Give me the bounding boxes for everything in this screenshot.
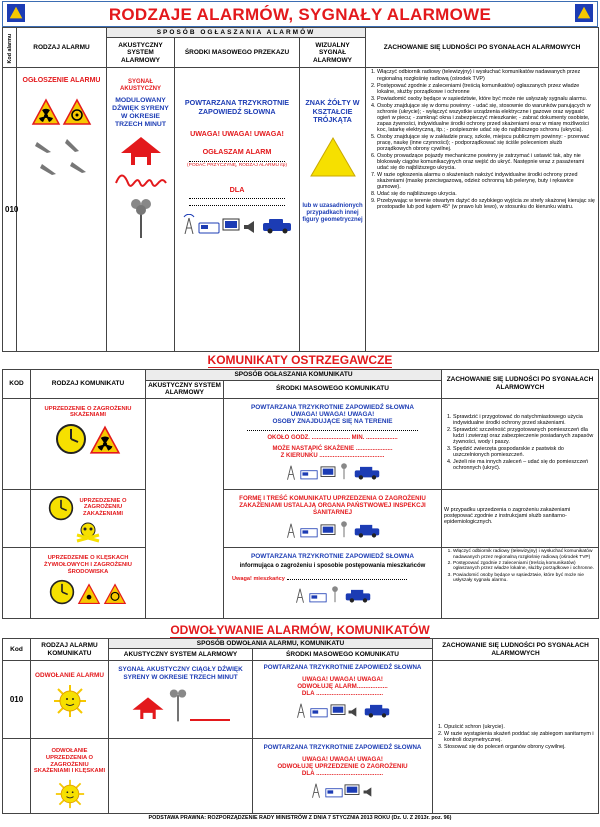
tv-icon: [222, 218, 240, 234]
behavior-item: 3. Stosować się do poleceń organów obrony cywilnej.: [444, 744, 596, 750]
alarm-type-label: OGŁOSZENIE ALARMU: [22, 77, 101, 85]
cancel-media-cell: [253, 739, 433, 814]
acoustic-cell: [107, 68, 175, 352]
warning-contamination: MOŻE NASTĄPIĆ SKAŻENIE ......................: [272, 445, 393, 452]
col-acoustic-header: AKUSTYCZNY SYSTEM ALARMOWY: [109, 649, 253, 661]
warnings-section-title: KOMUNIKATY OSTRZEGAWCZE: [207, 353, 393, 367]
clock-icon: [49, 579, 75, 605]
cancel-attention: UWAGA! UWAGA! UWAGA!: [302, 675, 383, 683]
behavior-item: 3. Spędzić zwierzęta gospodarskie z pastwisk do uszczelnionych pomieszczeń.: [453, 446, 596, 458]
cancel-type-cell: [31, 661, 109, 739]
siren-icon: [328, 585, 342, 603]
siren-icon: [167, 687, 189, 723]
behavior-list: [368, 69, 596, 210]
clock-icon: [55, 423, 87, 455]
col-media-header: ŚRODKI MASOWEGO KOMUNIKATU: [253, 649, 433, 661]
warning-behavior-cell: [442, 548, 599, 619]
cancel-revoke: ODWOŁUJĘ UPRZEDZENIE O ZAGROŻENIU: [277, 762, 408, 770]
col-type-header: RODZAJ ALARMU: [17, 28, 107, 68]
behavior-item: 7. W razie ogłoszenia alarmu o skażeniach nałożyć indywidualne środki ochrony przed skażeniami (maskę przeciwgazową, odzież ochronną lub pelerynę, buty i rękawice gumowe).: [377, 172, 596, 190]
aircraft-icon: [27, 134, 97, 184]
title-bar: [2, 1, 598, 27]
media-hint: (PODAĆ PRZYCZYNĘ, RODZAJ ALARMU itp): [187, 162, 287, 168]
loudspeaker-icon: [242, 220, 260, 234]
siren-arrow-icon: [119, 135, 163, 169]
cancel-acoustic-cell: [109, 661, 253, 739]
warning-announcement: POWTARZANA TRZYKROTNIE ZAPOWIEDŹ SŁOWNA: [251, 403, 414, 411]
police-car-icon: [261, 218, 293, 234]
skull-icon: [75, 521, 101, 543]
warning-media-cell: [224, 398, 442, 489]
cancel-type-label: ODWOŁANIE UPRZEDZENIA O ZAGROŻENIU SKAŻENIAMI I KLĘSKAMI: [33, 748, 106, 775]
warning-infection-text: FORMĘ I TREŚĆ KOMUNIKATU UPRZEDZENIA O ZAGROŻENIU ZAKAŻENIAMI USTALAJĄ ORGANA PAŃSTWOWEJ INSPEKCJI SANITARNEJ: [239, 494, 426, 516]
behavior-item: 2. W razie wystąpienia skażeń poddać się zabiegom sanitarnym i kontroli dozymetrycznej.: [444, 731, 596, 743]
method-header: SPOSÓB OGŁASZANIA KOMUNIKATU: [146, 370, 442, 381]
cancel-table: [2, 638, 599, 814]
warnings-table: [2, 369, 599, 619]
behavior-item: 3. Powiadomić osoby będące w sąsiedztwie, które być może nie usłyszały sygnału alarmu.: [377, 96, 596, 102]
col-behavior-header: ZACHOWANIE SIĘ LUDNOŚCI PO SYGNAŁACH ALARMOWYCH: [433, 639, 599, 661]
modulated-wave-icon: [115, 171, 167, 187]
loudspeaker-icon: [347, 706, 361, 718]
warning-behavior-cell: [442, 398, 599, 489]
visual-cell: [300, 68, 366, 352]
warning-info: informująca o zagrożeniu i sposobie postępowania mieszkańców: [239, 562, 426, 569]
method-header: SPOSÓB ODWOŁANIA ALARMU, KOMUNIKATU: [109, 639, 433, 649]
clock-icon: [48, 495, 74, 521]
continuous-line-icon: [190, 717, 230, 723]
police-car-icon: [353, 466, 381, 480]
legal-basis-footer: PODSTAWA PRAWNA: ROZPORZĄDZENIE RADY MINISTRÓW Z DNIA 7 STYCZNIA 2013 ROKU (Dz. U. Z 2013r. poz. 96): [148, 815, 452, 821]
behavior-list: [444, 414, 596, 471]
behavior-item: 1. Włączyć odbiornik radiowy (telewizyjny) i wysłuchać komunikatów nadawanych przez regionalną rozgłośnię radiową (ośrodek TVP): [377, 69, 596, 81]
warning-type-cell: [31, 489, 146, 548]
warning-attention: UWAGA! UWAGA! UWAGA!: [290, 411, 375, 419]
radio-mast-icon: [284, 462, 298, 480]
method-header: SPOSÓB OGŁASZANIA ALARMÓW: [107, 28, 366, 38]
biohazard-icon: [62, 98, 92, 126]
warning-persons: OSOBY ZNAJDUJĄCE SIĘ NA TERENIE: [272, 418, 393, 426]
siren-icon: [337, 520, 351, 538]
cancel-behavior-cell: [433, 661, 599, 814]
col-type-header: RODZAJ ALARMU KOMUNIKATU: [31, 639, 109, 661]
radio-mast-icon: [284, 520, 298, 538]
col-media-header: ŚRODKI MASOWEGO PRZEKAZU: [175, 38, 300, 68]
col-code-header: Kod alarmu: [3, 28, 17, 68]
behavior-item: 4. Jeżeli nie ma innych zaleceń – udać się do pomieszczeń ochronnych (ukryć).: [453, 459, 596, 471]
yellow-triangle-icon: [309, 136, 357, 178]
radio-mast-icon: [294, 700, 308, 718]
warning-type-cell: [31, 398, 146, 489]
tv-icon: [320, 524, 336, 538]
behavior-item: 1. Włączyć odbiornik radiowy (telewizyjny) i wysłuchać komunikatów nadawanych przez regionalną rozgłośnię radiową (ośrodek TVP): [453, 549, 596, 560]
behavior-item: 5. Osoby znajdujące się w zakładzie pracy, szkole, miejscu publicznym powinny: - przerwać pracę, naukę (inne czynności); - podporządkować się ściśle poleceniom służb porządkowych obrony cywilnej.: [377, 134, 596, 152]
radio-icon: [198, 220, 220, 234]
media-cell: [175, 68, 300, 352]
media-announcement: POWTARZANA TRZYKROTNIE ZAPOWIEDŹ SŁOWNA: [184, 98, 290, 116]
behavior-item: 2. Postępować zgodnie z zaleceniami (treścią komunikatów) ogłaszanych przez władze lokalne, służby porządkowe i ochronne: [377, 83, 596, 95]
behavior-item: 1. Sprawdzić i przygotować do natychmiastowego użycia indywidualne środki ochrony przed skażeniami.: [453, 414, 596, 426]
behavior-item: 2. Sprawdzić szczelność przygotowanych pomieszczeń dla ludzi i zwierząt oraz zabezpieczenie posiadanych zapasów żywności, wody i paszy.: [453, 427, 596, 445]
cancel-type-cell: [31, 739, 109, 814]
cancel-media-cell: [253, 661, 433, 739]
radio-mast-icon: [293, 585, 307, 603]
cancel-revoke: ODWOŁUJĘ ALARM..................: [297, 682, 388, 690]
warning-type-label: UPRZEDZENIE O ZAGROŻENIU SKAŻENIAMI: [44, 405, 132, 419]
sun-icon: [53, 684, 87, 718]
cancel-for: DLA .......................................: [301, 769, 384, 777]
biohazard-icon: [103, 583, 127, 605]
warning-direction: Z KIERUNKU .......................................: [280, 452, 385, 459]
behavior-item: 9. Przebywając w terenie otwartym dążyć do szybkiego wyjścia ze strefy skażonej kierując się prostopadle lub pod kątem 45° (w prawo lub lewo), w stosunku do kierunku wiatru.: [377, 198, 596, 210]
media-declare: OGŁASZAM ALARM: [202, 147, 272, 157]
media-attention: UWAGA! UWAGA! UWAGA!: [190, 129, 284, 139]
siren-icon: [337, 462, 351, 480]
warning-announcement: POWTARZANA TRZYKROTNIE ZAPOWIEDŹ SŁOWNA: [251, 553, 414, 561]
cancel-announcement: POWTARZANA TRZYKROTNIE ZAPOWIEDŹ SŁOWNA: [263, 744, 422, 752]
alarms-table: [2, 27, 599, 352]
alarm-code: 010: [3, 68, 17, 352]
tv-icon: [344, 784, 360, 798]
siren-arrow-icon: [131, 695, 165, 723]
col-behavior-header: ZACHOWANIE SIĘ LUDNOŚCI PO SYGNAŁACH ALARMOWYCH: [442, 370, 599, 399]
warning-type-cell: [31, 548, 146, 619]
warning-residents: Uwaga! mieszkańcy: [232, 575, 285, 582]
col-media-header: ŚRODKI MASOWEGO KOMUNIKATU: [224, 380, 442, 398]
cancel-section-title: ODWOŁYWANIE ALARMÓW, KOMUNIKATÓW: [170, 623, 430, 637]
police-car-icon: [353, 524, 381, 538]
behavior-item: 3. Powiadomić osoby będące w sąsiedztwie, które być może nie usłyszały sygnału alarmu.: [453, 573, 596, 584]
loudspeaker-icon: [362, 786, 376, 798]
behavior-cell: [366, 68, 599, 352]
police-car-icon: [363, 704, 391, 718]
cancel-attention: UWAGA! UWAGA! UWAGA!: [302, 755, 383, 763]
behavior-item: 6. Osoby prowadzące pojazdy mechaniczne powinny je zatrzymać i ustawić tak, aby nie blokowały ciągów komunikacyjnych oraz wejść do ukryć. Następnie wraz z pasażerami udać się do najbliższego ukrycia.: [377, 153, 596, 171]
behavior-item: 8. Udać się do najbliższego ukrycia.: [377, 191, 596, 197]
col-type-header: RODZAJ KOMUNIKATU: [31, 370, 146, 399]
warning-media-cell: [224, 548, 442, 619]
radio-mast-icon: [181, 214, 197, 234]
behavior-item: 2. Postępować zgodnie z zaleceniami (treścią komunikatów) ogłaszanych przez władze lokalne, służby porządkowe i ochronne.: [453, 561, 596, 572]
warning-type-label: UPRZEDZENIE O KLĘSKACH ŻYWIOŁOWYCH I ZAGROŻENIU ŚRODOWISKA: [44, 555, 132, 575]
radiation-icon: [89, 425, 121, 455]
radio-icon: [309, 591, 327, 603]
col-visual-header: WIZUALNY SYGNAŁ ALARMOWY: [300, 38, 366, 68]
civil-defence-logo: [575, 4, 593, 22]
visual-note: lub w uzasadnionych przypadkach innej figury geometrycznej: [302, 203, 363, 223]
warning-media-cell: [224, 489, 442, 548]
behavior-item: 4. Osoby znajdujące się w domu powinny: - udać się, stosownie do warunków panujących w schronie (ukrycie); - wyłączyć wszystkie urządzenia elektryczne i gazowe oraz wygasić ogień w piecu; - zamknąć okna i zabezpieczyć mieszkanie; - zabrać dokumenty osobiste, zapas żywności, indywidualne środki ochrony przed skażeniami oraz w miarę możliwości koc, latarkę elektryczną, itp.; - pośpiesznie udać się do najbliższego schronu (ukrycia).: [377, 103, 596, 133]
cancel-type-label: ODWOŁANIE ALARMU: [35, 672, 104, 680]
radiation-icon: [77, 583, 101, 605]
col-code-header: KOD: [3, 370, 31, 399]
warning-behavior-cell: [442, 489, 599, 548]
col-behavior-header: ZACHOWANIE SIĘ LUDNOŚCI PO SYGNAŁACH ALARMOWYCH: [366, 28, 599, 68]
siren-icon: [128, 196, 154, 240]
radio-icon: [300, 468, 318, 480]
radio-icon: [300, 526, 318, 538]
radio-icon: [325, 786, 343, 798]
radio-mast-icon: [309, 780, 323, 798]
media-for: DLA: [229, 185, 245, 195]
radiation-icon: [31, 98, 61, 126]
sun-icon: [55, 779, 85, 809]
cancel-for: DLA .......................................: [301, 689, 384, 697]
radio-icon: [310, 706, 328, 718]
cancel-code: 010: [3, 661, 31, 739]
cancel-acoustic-text: SYGNAŁ AKUSTYCZNY CIĄGŁY DŹWIĘK SYRENY W OKRESIE TRZECH MINUT: [118, 666, 243, 681]
police-car-icon: [344, 589, 372, 603]
acoustic-title: SYGNAŁ AKUSTYCZNY: [119, 79, 161, 93]
behavior-infection: W przypadku uprzedzenia o zagrożeniu zakażeniami postępować zgodnie z instrukcjami służb sanitarno-epidemiologicznych.: [444, 506, 571, 526]
behavior-item: 1. Opuścić schron (ukrycie).: [444, 724, 596, 730]
cancel-announcement: POWTARZANA TRZYKROTNIE ZAPOWIEDŹ SŁOWNA: [263, 664, 422, 672]
warning-type-label: UPRZEDZENIE O ZAGROŻENIU ZAKAŻENIAMI: [79, 497, 127, 517]
acoustic-description: MODULOWANY DŹWIĘK SYRENY W OKRESIE TRZECH MINUT: [112, 97, 169, 128]
behavior-list: [435, 724, 596, 750]
tv-icon: [330, 704, 346, 718]
col-acoustic-header: AKUSTYCZNY SYSTEM ALARMOWY: [146, 380, 224, 398]
tv-icon: [320, 466, 336, 480]
behavior-list: [444, 549, 596, 583]
page-title: RODZAJE ALARMÓW, SYGNAŁY ALARMOWE: [108, 5, 492, 24]
col-code-header: Kod: [3, 639, 31, 661]
warning-time: OKOŁO GODZ. ....................... MIN. ...................: [267, 434, 398, 441]
visual-title: ZNAK ŻÓŁTY W KSZTAŁCIE TRÓJKĄTA: [305, 98, 360, 125]
alarm-type-cell: [17, 68, 107, 352]
col-acoustic-header: AKUSTYCZNY SYSTEM ALARMOWY: [107, 38, 175, 68]
